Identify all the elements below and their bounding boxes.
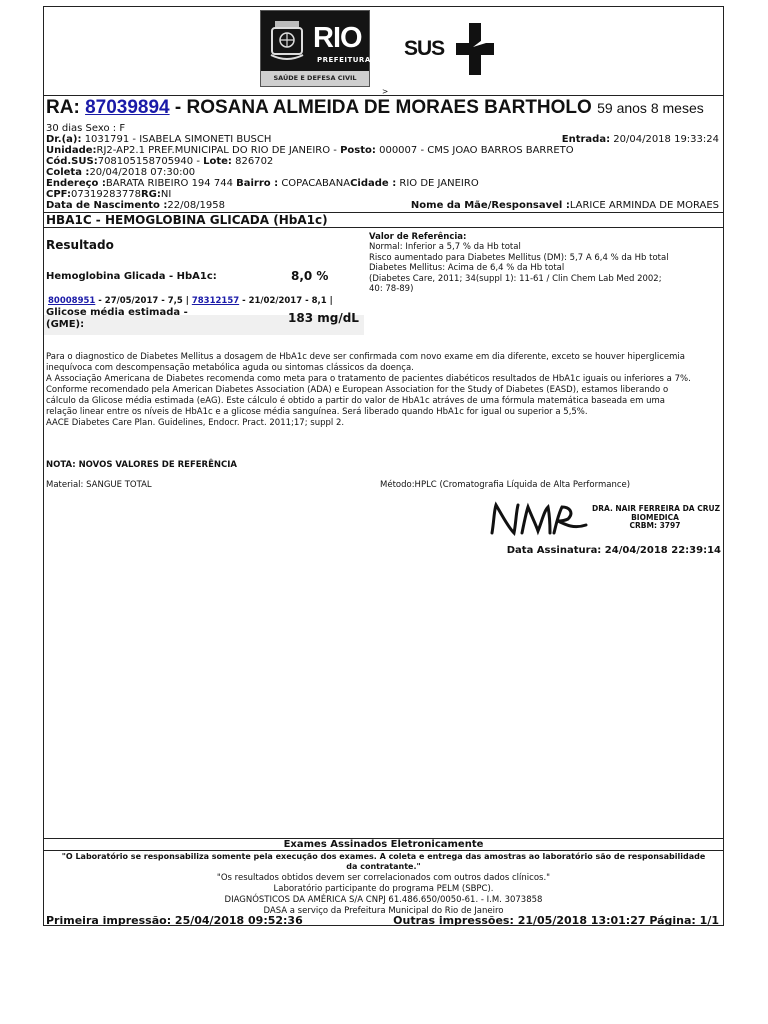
hb-value: 8,0 %	[291, 269, 329, 283]
divider	[44, 227, 723, 228]
note-paragraph: A Associação Americana de Diabetes recomenda como meta para o tratamento de pacientes diabéticos resultados de HbA1c iguais ou inferiores a 7%.	[46, 374, 691, 384]
marker-glyph: >	[382, 87, 389, 96]
footer-line-1b: da contratante."	[346, 862, 421, 871]
mae-label: Nome da Mãe/Responsavel :	[410, 200, 570, 211]
rg-label: RG:	[140, 189, 161, 200]
nasc-value: 22/08/1958	[167, 200, 225, 211]
ref-line: 40: 78-89)	[369, 284, 414, 294]
patient-title	[46, 97, 704, 119]
unidade-label: Unidade:	[46, 145, 97, 156]
ref-line: (Diabetes Care, 2011; 34(suppl 1): 11-61 / Clin Chem Lab Med 2002;	[369, 273, 662, 284]
entrada-value: 20/04/2018 19:33:24	[613, 134, 719, 145]
lote-value: 826702	[235, 156, 274, 167]
bairro-label: Bairro :	[236, 178, 279, 189]
data-assinatura: Data Assinatura: 24/04/2018 22:39:14	[506, 545, 721, 556]
nascimento-row	[46, 200, 225, 211]
entrada-label: Entrada:	[561, 134, 611, 145]
ra-label: RA:	[46, 97, 80, 118]
history-link-2[interactable]: 78312157	[191, 296, 240, 306]
cidade-label: Cidade :	[350, 178, 397, 189]
note-paragraph: Para o diagnostico de Diabetes Mellitus a dosagem de HbA1c deve ser confirmada com novo exame em dia diferente, exceto se houver hiperglicemia inequívoca com descompensação metabólica aguda ou sintomas clássicos da doença.	[46, 352, 685, 373]
signatory-block	[592, 504, 721, 531]
divider	[44, 95, 723, 96]
lote-label: Lote:	[203, 156, 232, 167]
history-text-1: - 27/05/2017 - 7,5 |	[95, 296, 192, 306]
patient-age: 59 anos 8 meses	[597, 100, 704, 116]
rio-crest-icon	[269, 19, 305, 65]
entrada-row	[562, 134, 719, 145]
dr-value: 1031791 - ISABELA SIMONETI BUSCH	[84, 134, 272, 145]
sus-cross-icon	[456, 23, 494, 75]
doctor-row	[46, 134, 271, 145]
rio-logo-sub: PREFEITURA	[317, 56, 371, 64]
coleta-label: Coleta :	[46, 167, 90, 178]
sus-logo-word: SUS	[404, 37, 445, 60]
bairro-value: COPACABANA	[281, 178, 351, 189]
codsus-value: 708105158705940 -	[97, 156, 200, 167]
gme-value: 183 mg/dL	[288, 311, 359, 325]
note-paragraph: Conforme recomendado pela American Diabetes Association (ADA) e European Association for the Study of Diabetes (EASD), estamos liberando o cálculo da Glicose média estimada (eAG). Este cálculo é obtido a partir do valor de HbA1c atráves de uma fórmula matemática baseada em uma relação linear entre os níveis de HbA1c e a glicose média sanguínea. Será liberado quando HbA1c for igual ou superior a 5,5%.	[46, 385, 669, 417]
cpf-row	[46, 189, 171, 200]
ra-number-link[interactable]: 87039894	[85, 97, 170, 118]
note-paragraph: AACE Diabetes Care Plan. Guidelines, Endocr. Pract. 2011;17; suppl 2.	[46, 418, 345, 428]
rio-logo-band: SAÚDE E DEFESA CIVIL	[261, 71, 369, 86]
footer-line-3: Laboratório participante do programa PELM (SBPC).	[273, 884, 494, 894]
endereco-row	[46, 178, 479, 189]
codsus-label: Cód.SUS:	[46, 156, 98, 167]
unidade-value: RJ2-AP2.1 PREF.MUNICIPAL DO RIO DE JANEIRO -	[96, 145, 337, 156]
unidade-row	[46, 145, 574, 156]
mae-value: LARICE ARMINDA DE MORAES	[569, 200, 719, 211]
exam-notes	[46, 352, 696, 429]
nasc-label: Data de Nascimento :	[46, 200, 168, 211]
material-line: Material: SANGUE TOTAL	[46, 480, 152, 490]
ref-list	[369, 242, 669, 295]
mae-row	[411, 200, 719, 211]
ref-line: Normal: Inferior a 5,7 % da Hb total	[369, 242, 521, 252]
nota-line: NOTA: NOVOS VALORES DE REFERÊNCIA	[46, 460, 238, 470]
ref-line: Diabetes Mellitus: Acima de 6,4 % da Hb total	[369, 263, 565, 273]
rio-prefeitura-logo	[260, 10, 370, 87]
ref-title: Valor de Referência:	[369, 232, 467, 242]
history-link-1[interactable]: 80008951	[48, 296, 96, 306]
hb-label: Hemoglobina Glicada - HbA1c:	[46, 271, 217, 282]
history-text-2: - 21/02/2017 - 8,1 |	[239, 296, 333, 306]
primeira-impressao: Primeira impressão: 25/04/2018 09:52:36	[46, 914, 303, 927]
gme-label: Glicose média estimada - (GME):	[46, 307, 188, 330]
posto-label: Posto:	[340, 145, 376, 156]
cpf-value: 07319283778	[70, 189, 141, 200]
signatory-crbm: CRBM: 3797	[629, 521, 681, 530]
rio-logo-word: RIO	[313, 22, 362, 54]
rg-value: NI	[160, 189, 172, 200]
exam-title: HBA1C - HEMOGLOBINA GLICADA (HbA1c)	[46, 213, 328, 227]
patient-age-sex: 30 dias Sexo : F	[46, 123, 126, 134]
patient-name: - ROSANA ALMEIDA DE MORAES BARTHOLO	[169, 97, 592, 118]
history-row	[48, 296, 333, 306]
signatory-role: BIOMEDICA	[631, 512, 679, 522]
dr-label: Dr.(a):	[46, 134, 82, 145]
posto-value: 000007 - CMS JOAO BARROS BARRETO	[379, 145, 574, 156]
cidade-value: RIO DE JANEIRO	[399, 178, 479, 189]
report-frame	[43, 6, 724, 926]
sus-logo	[404, 21, 494, 77]
footer-line-5: DASA a serviço da Prefeitura Municipal do Rio de Janeiro	[263, 906, 504, 916]
resultado-label: Resultado	[46, 238, 114, 252]
outras-impressoes: Outras impressões: 21/05/2018 13:01:27 Página: 1/1	[393, 914, 719, 927]
coleta-value: 20/04/2018 07:30:00	[89, 167, 196, 178]
metodo-line: Método:HPLC (Cromatografia Líquida de Alta Performance)	[380, 480, 631, 490]
divider	[44, 850, 723, 851]
footer-line-1: "O Laboratório se responsabiliza somente pela execução dos exames. A coleta e entrega das amostras ao laboratório são de responsabilidade	[61, 852, 706, 861]
endereco-label: Endereço :	[46, 178, 106, 189]
cpf-label: CPF:	[46, 189, 71, 200]
coleta-row	[46, 167, 195, 178]
ref-line: Risco aumentado para Diabetes Mellitus (DM): 5,7 A 6,4 % da Hb total	[369, 252, 669, 263]
handwritten-signature	[488, 497, 592, 539]
codsus-row	[46, 156, 273, 167]
endereco-value: BARATA RIBEIRO 194 744	[105, 178, 233, 189]
footer-title: Exames Assinados Eletronicamente	[283, 839, 484, 850]
footer-line-2: "Os resultados obtidos devem ser correlacionados com outros dados clínicos."	[216, 873, 551, 883]
signatory-name: DRA. NAIR FERREIRA DA CRUZ	[592, 504, 721, 513]
footer-line-4: DIAGNÓSTICOS DA AMÉRICA S/A CNPJ 61.486.650/0050-61. - I.M. 3073858	[224, 895, 543, 905]
